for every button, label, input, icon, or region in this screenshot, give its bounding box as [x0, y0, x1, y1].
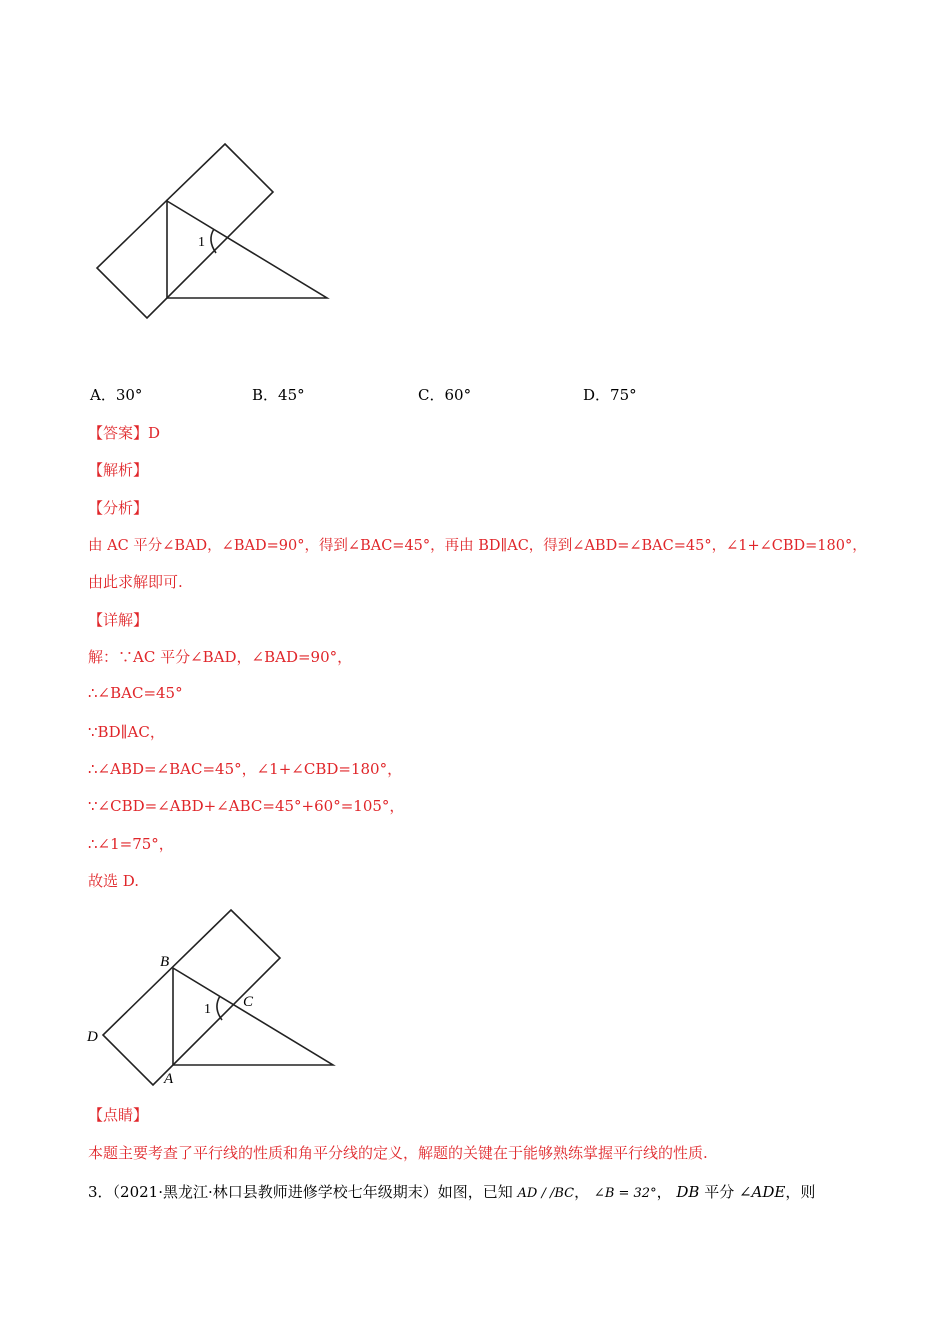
detail-tag: 【详解】	[88, 611, 149, 629]
figure-1-rectangle	[97, 144, 273, 318]
figure-2	[80, 900, 345, 1090]
answer-line	[88, 422, 160, 443]
fenxi-tag: 【分析】	[88, 499, 149, 517]
dianjing-tag: 【点睛】	[88, 1106, 149, 1124]
question-3-number: 3．	[88, 1183, 113, 1201]
detail-line-2: ∴∠BAC=45°	[88, 684, 183, 702]
figure-1-triangle	[167, 201, 327, 298]
detail-line-4: ∴∠ABD=∠BAC=45°，∠1+∠CBD=180°，	[88, 760, 403, 778]
question-3: 3．（2021·黑龙江·林口县教师进修学校七年级期末）如图，已知 AD / /BC， ∠B = 32°， DB 平分 ∠ADE，则	[88, 1183, 816, 1201]
option-a: A．30°	[90, 386, 143, 404]
figure-2-label-c: C	[243, 994, 254, 1010]
option-b: B．45°	[252, 386, 305, 404]
question-3-cond-angle: ∠B = 32°	[593, 1186, 657, 1201]
question-3-db: DB	[676, 1183, 700, 1201]
figure-2-rectangle	[103, 910, 280, 1085]
question-3-source: （2021·黑龙江·林口县教师进修学校七年级期末）如图，已知	[112, 1183, 513, 1201]
question-3-ade: ∠ADE	[738, 1183, 786, 1201]
option-c: C．60°	[418, 386, 472, 404]
analysis-tag: 【解析】	[88, 461, 149, 479]
fenxi-line-2: 由此求解即可.	[88, 573, 183, 591]
detail-line-1: 解：∵AC 平分∠BAD，∠BAD=90°，	[88, 648, 353, 666]
figure-1	[90, 138, 335, 328]
figure-1-angle-label: 1	[198, 235, 205, 250]
fenxi-line-1: 由 AC 平分∠BAD，∠BAD=90°，得到∠BAC=45°，再由 BD∥AC，得到∠ABD=∠BAC=45°，∠1+∠CBD=180°，	[88, 538, 867, 554]
question-3-cond-parallel: AD / /BC	[517, 1186, 575, 1201]
figure-2-label-a: A	[164, 1071, 174, 1087]
option-d: D．75°	[583, 386, 637, 404]
detail-line-5: ∵∠CBD=∠ABD+∠ABC=45°+60°=105°，	[88, 797, 405, 815]
figure-2-angle-label: 1	[204, 1002, 211, 1017]
answer-value: D	[148, 424, 161, 442]
figure-2-label-d: D	[87, 1029, 98, 1045]
figure-2-label-b: B	[160, 954, 170, 970]
figure-2-triangle	[173, 968, 333, 1065]
detail-line-3: ∵BD∥AC，	[88, 723, 165, 741]
detail-line-7: 故选 D.	[88, 872, 140, 890]
dianjing-text: 本题主要考查了平行线的性质和角平分线的定义，解题的关键在于能够熟练掌握平行线的性质.	[88, 1144, 708, 1162]
detail-line-6: ∴∠1=75°，	[88, 835, 174, 853]
answer-tag: 【答案】	[88, 424, 149, 442]
